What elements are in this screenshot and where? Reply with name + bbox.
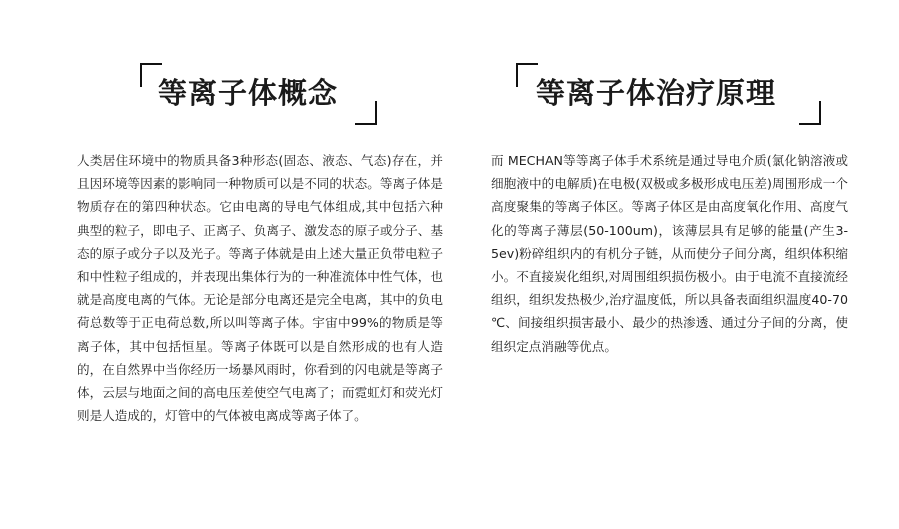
right-title-bracket-bottom-right [799,101,821,125]
left-section-body: 人类居住环境中的物质具备3种形态(固态、液态、气态)存在，并且因环境等因素的影响同一种物质可以是不同的状态。等离子体是物质存在的第四种状态。它由电离的导电气体组成,其中包括六种典型的粒子，即电子、正离子、负离子、激发态的原子或分子、基态的原子或分子以及光子。等离子体就是由上述大量正负带电粒子和中性粒子组成的，并表现出集体行为的一种准流体中性气体，也就是高度电离的气体。无论是部分电离还是完全电离，其中的负电荷总数等于正电荷总数,所以叫等离子体。宇宙中99%的物质是等离子体，其中包括恒星。等离子体既可以是自然形成的也有人造的，在自然界中当你经历一场暴风雨时，你看到的闪电就是等离子体，云层与地面之间的高电压差使空气电离了；而霓虹灯和荧光灯则是人造成的，灯管中的气体被电离成等离子体了。 [77,153,443,424]
left-title-bracket-bottom-right [355,101,377,125]
right-section-body: 而 MECHAN等等离子体手术系统是通过导电介质(氯化钠溶液或细胞液中的电解质)在电极(双极或多极形成电压差)周围形成一个高度聚集的等离子体区。等离子体区是由高度氧化作用、高度气化的等离子薄层(50-100um)，该薄层具有足够的能量(产生3-5ev)粉碎组织内的有机分子链，从而使分子间分离，组织体积缩小。不直接炭化组织,对周围组织损伤极小。由于电流不直接流经组织，组织发热极少,治疗温度低，所以具备表面组织温度40-70 ℃、间接组织损害最小、最少的热渗透、通过分子间的分离，使组织定点消融等优点。 [491,153,848,354]
left-section-title: 等离子体概念 [158,76,339,110]
right-title-bracket-top-left [516,63,538,87]
right-section-title: 等离子体治疗原理 [536,76,777,110]
